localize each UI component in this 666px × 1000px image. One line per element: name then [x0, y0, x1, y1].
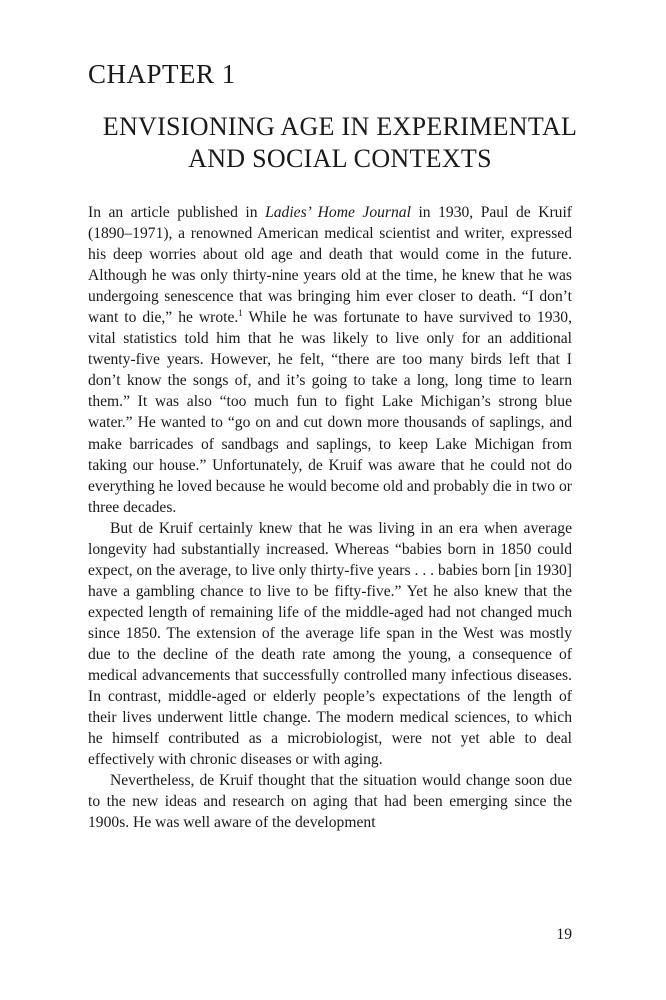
chapter-title-line-2: AND SOCIAL CONTEXTS — [188, 144, 492, 173]
footnote-marker: 1 — [238, 308, 243, 319]
paragraph-1-text-a: In an article published in — [88, 204, 266, 221]
chapter-label: CHAPTER 1 — [88, 59, 236, 89]
chapter-title-line-1: ENVISIONING AGE IN EXPERIMENTAL — [102, 112, 578, 141]
paragraph-2: But de Kruif certainly knew that he was living in an era when average longevity had substantially increased. Whereas “babies born in 1850 could expect, on the average, to live only thirty-five years . . . babies born [in 1930] have a gambling chance to live to be fifty-five.” Yet he also knew that the expected length of remaining life of the middle-aged had not changed much since 1850. The extension of the average life span in the West was mostly due to the decline of the death rate among the young, a consequence of medical advancements that successfully controlled many infectious diseases. In contrast, middle-aged or elderly people’s expectations of the length of their lives underwent little change. The modern medical sciences, to which he himself contributed as a microbiologist, were not yet able to deal effectively with chronic diseases or with aging. — [88, 519, 572, 769]
chapter-title — [60, 111, 620, 175]
page-number: 19 — [556, 926, 572, 943]
paragraph-1 — [88, 202, 572, 518]
paragraph-1-text-b: in 1930, Paul de Kruif (1890–1971), a renowned American medical scientist and writer, expressed his deep worries about old age and death that would come in the future. Although he was only thirty-nine years old at the time, he knew that he was undergoing senescence that was bringing him ever closer to death. “I don’t want to die,” he wrote. — [88, 204, 572, 327]
journal-title: Ladies’ Home Journal — [265, 204, 411, 221]
paragraph-3: Nevertheless, de Kruif thought that the situation would change soon due to the new ideas and research on aging that had been emerging since the 1900s. He was well aware of the development — [88, 772, 572, 832]
paragraph-1-text-c: While he was fortunate to have survived to 1930, vital statistics told him that he was likely to live only for an additional twenty-five years. However, he felt, “there are too many birds left that I don’t know the songs of, and it’s going to take a long, long time to learn them.” It was also “too much fun to fight Lake Michigan’s strong blue water.” He wanted to “go on and cut down more thousands of saplings, and make barricades of sandbags and saplings, to keep Lake Michigan from taking our house.” Unfortunately, de Kruif was aware that he could not do everything he loved because he would become old and probably die in two or three decades. — [88, 309, 572, 516]
body-text — [88, 202, 572, 833]
